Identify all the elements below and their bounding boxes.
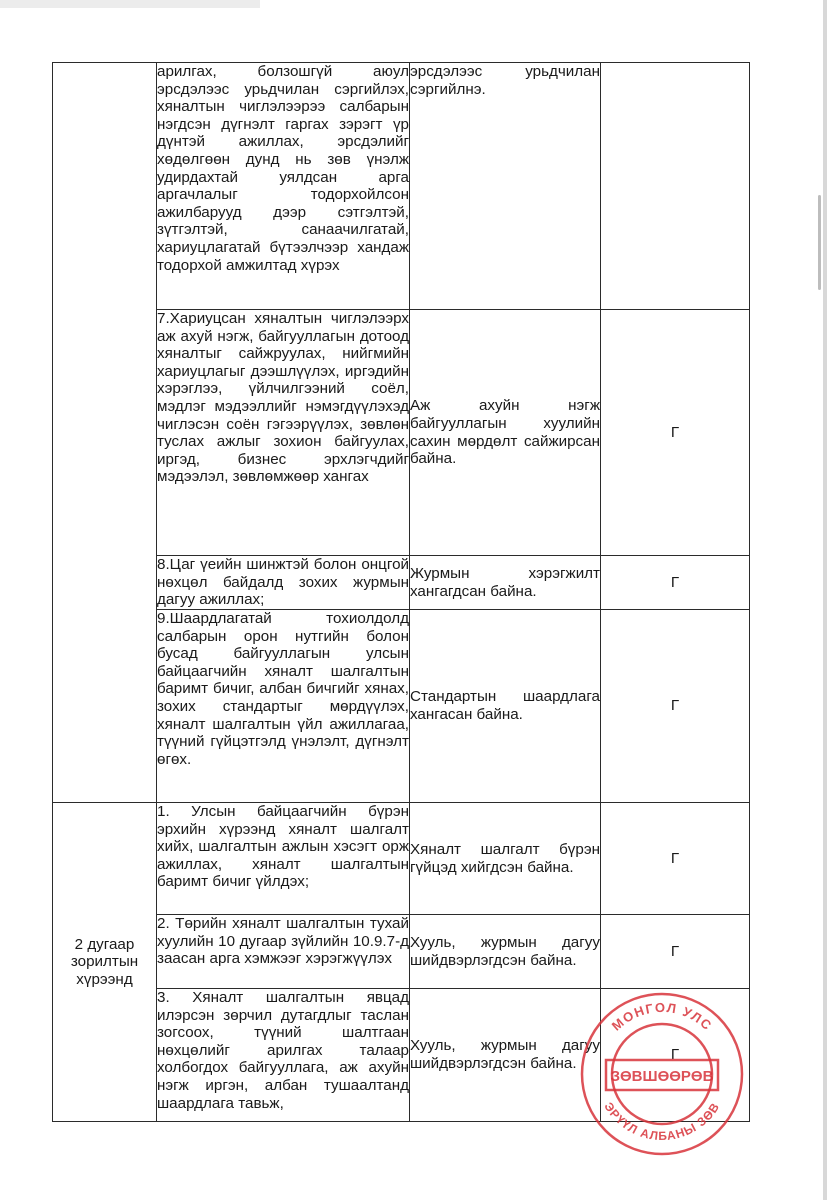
mark-cell: Г bbox=[601, 556, 750, 610]
task-cell: 9.Шаардлагатай тохиолдолд салбарын орон нутгийн болон бусад байгууллагын улсын байцаагчийн хяналт шалгалтын баримт бичиг, албан бичгийг хянах, зохих стандартыг мөрдүүлэх, хяналт шалгалтын үйл ажиллагаа, түүний гүйцэтгэлд үнэлэлт, дүгнэлт өгөх. bbox=[157, 610, 410, 803]
table-row bbox=[53, 610, 750, 803]
mark-cell: Г bbox=[601, 915, 750, 989]
table-row bbox=[53, 556, 750, 610]
task-cell: 8.Цаг үеийн шинжтэй болон онцгой нөхцөл байдалд зохих журмын дагуу ажиллах; bbox=[157, 556, 409, 609]
result-cell: Хууль, журмын дагуу шийдвэрлэгдсэн байна. bbox=[410, 989, 601, 1122]
result-cell: Аж ахуйн нэгж байгууллагын хуулийн сахин мөрдөлт сайжирсан байна. bbox=[410, 310, 601, 556]
mark-cell: Г bbox=[601, 803, 750, 915]
task-cell: 1. Улсын байцаагчийн бүрэн эрхийн хүрээнд хяналт шалгалт хийх, шалгалтын ажлын хэсэгт орж ажиллах, хяналт шалгалтын баримт бичиг үйлдэх; bbox=[157, 803, 410, 915]
task-cell: 2. Төрийн хяналт шалгалтын тухай хуулийн 10 дугаар зүйлийн 10.9.7-д заасан арга хэмжээг хэрэгжүүлэх bbox=[157, 915, 410, 989]
table-row bbox=[53, 803, 750, 915]
table-row bbox=[53, 63, 750, 310]
table-row bbox=[53, 989, 750, 1122]
result-cell: Хууль, журмын дагуу шийдвэрлэгдсэн байна. bbox=[410, 915, 601, 989]
result-cell: Журмын хэрэгжилт хангагдсан байна. bbox=[410, 556, 601, 610]
stamp-bottom-text: ЭРҮҮЛ АЛБАНЫ ЗӨВ bbox=[601, 1099, 723, 1144]
task-cell: арилгах, болзошгүй аюул эрсдэлээс урьдчилан сэргийлэх, хяналтын чиглэлээрээ салбарын нэгдсэн дүгнэлт гаргах зэрэгт үр дүнтэй ажиллах, эрсдэлийг хөдөлгөөн дунд нь зөв үнэлж удирдахтай уялдсан арга аргачлалыг тодорхойлсон ажилбарууд дээр сэтгэлтэй, зүтгэлтэй, санаачилгатай, хариуцлагатай бүтээлчээр хандаж тодорхой амжилтад хүрэх bbox=[157, 63, 410, 310]
result-cell: эрсдэлээс урьдчилан сэргийлнэ. bbox=[410, 63, 601, 310]
stamp-top-text: МОНГОЛ УЛС bbox=[608, 999, 716, 1034]
scrollbar-thumb[interactable] bbox=[818, 195, 821, 290]
result-cell: Стандартын шаардлага хангасан байна. bbox=[410, 610, 601, 803]
mark-cell: Г bbox=[601, 310, 750, 556]
top-edge-shadow bbox=[0, 0, 260, 8]
page-right-edge bbox=[823, 0, 827, 1200]
table-row bbox=[53, 915, 750, 989]
goal-label: 2 дугаар зорилтын хүрээнд bbox=[53, 803, 157, 1122]
goal-cell-empty bbox=[53, 63, 157, 803]
mark-cell: Г bbox=[601, 610, 750, 803]
evaluation-table bbox=[52, 62, 750, 1122]
task-cell: 7.Хариуцсан хяналтын чиглэлээрх аж ахуй нэгж, байгууллагын дотоод хяналтыг сайжруулах, нийгмийн хариуцлагыг дээшлүүлэх, иргэдийн хэрэглээ, үйлчилгээний соёл, мэдлэг мэдээллийг нэмэгдүүлэхэд чиглэсэн соён гэгээрүүлэх, зөвлөн туслах ажлыг зохион байгуулах, иргэд, бизнес эрхлэгчдийг мэдээлэл, зөвлөмжөөр хангах bbox=[157, 310, 410, 556]
mark-cell: Г bbox=[601, 989, 750, 1122]
result-cell: Хяналт шалгалт бүрэн гүйцэд хийгдсэн байна. bbox=[410, 803, 601, 915]
stamp-center-text: ЗӨВШӨӨРӨВ bbox=[610, 1068, 714, 1085]
table-row bbox=[53, 310, 750, 556]
mark-cell bbox=[601, 63, 750, 310]
task-cell: 3. Хяналт шалгалтын явцад илэрсэн зөрчил дутагдлыг таслан зогсоох, түүний шалтгаан нөхцөлийг арилгах талаар холбогдох байгууллага, аж ахуйн нэгж иргэн, албан тушаалтанд шаардлага тавьж, bbox=[157, 989, 410, 1122]
